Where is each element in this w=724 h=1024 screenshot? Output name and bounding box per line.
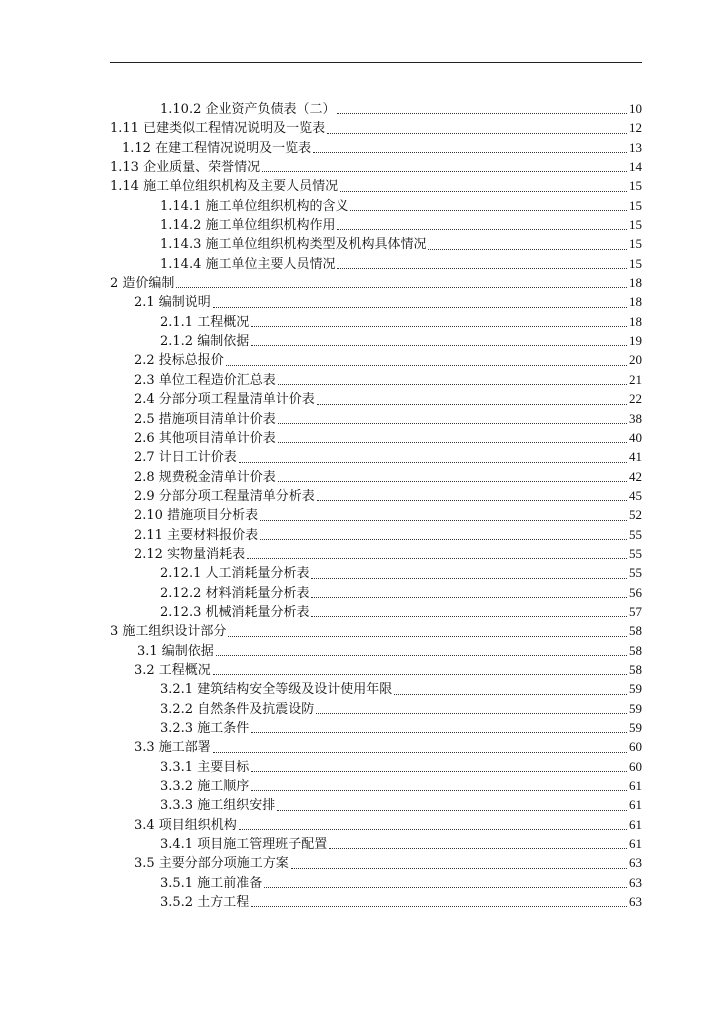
- toc-dot-leader: [291, 867, 627, 869]
- toc-entry[interactable]: [0, 447, 724, 466]
- toc-entry[interactable]: [0, 254, 724, 273]
- toc-entry[interactable]: [0, 602, 724, 621]
- toc-dot-leader: [327, 132, 627, 134]
- toc-entry-title: 2.3 单位工程造价汇总表: [134, 372, 276, 388]
- toc-entry[interactable]: [0, 196, 724, 215]
- toc-entry-title: 2.7 计日工计价表: [134, 450, 237, 466]
- toc-entry[interactable]: [0, 892, 724, 911]
- toc-dot-leader: [277, 809, 627, 811]
- toc-entry-title: 2.10 措施项目分析表: [134, 508, 259, 524]
- toc-dot-leader: [311, 596, 627, 598]
- toc-dot-leader: [350, 209, 627, 211]
- toc-entry-page-number: 22: [629, 391, 642, 407]
- toc-dot-leader: [337, 112, 627, 114]
- toc-entry-title: 1.10.2 企业资产负债表（二）: [160, 102, 336, 117]
- toc-entry-title: 1.12 在建工程情况说明及一览表: [122, 140, 312, 156]
- toc-entry-title: 3.5 主要分部分项施工方案: [134, 856, 289, 872]
- toc-entry[interactable]: [0, 486, 724, 505]
- toc-entry-page-number: 55: [629, 565, 642, 581]
- toc-dot-leader: [213, 306, 627, 308]
- toc-entry[interactable]: [0, 409, 724, 428]
- toc-entry-page-number: 20: [629, 352, 642, 368]
- toc-entry-page-number: 15: [629, 178, 642, 194]
- toc-entry-title: 2 造价编制: [110, 276, 175, 292]
- toc-dot-leader: [278, 480, 627, 482]
- toc-entry[interactable]: [0, 389, 724, 408]
- toc-dot-leader: [278, 383, 627, 385]
- toc-dot-leader: [278, 441, 627, 443]
- toc-entry-title: 2.12.3 机械消耗量分析表: [160, 604, 310, 620]
- header-rule: [110, 62, 642, 63]
- toc-dot-leader: [239, 828, 627, 830]
- toc-entry-title: 3.3.2 施工顺序: [160, 779, 250, 795]
- toc-dot-leader: [226, 364, 627, 366]
- toc-entry-title: 2.11 主要材料报价表: [134, 527, 259, 543]
- toc-entry-page-number: 61: [629, 797, 642, 813]
- toc-entry[interactable]: [0, 118, 724, 137]
- toc-entry-title: 1.11 已建类似工程情况说明及一览表: [110, 121, 326, 137]
- toc-entry-page-number: 15: [629, 217, 642, 233]
- toc-dot-leader: [313, 151, 627, 153]
- toc-dot-leader: [337, 267, 627, 269]
- toc-entry-title: 3.1 编制依据: [137, 643, 214, 659]
- toc-entry-title: 3.2.2 自然条件及抗震设防: [160, 701, 315, 717]
- toc-dot-leader: [264, 886, 627, 888]
- toc-entry[interactable]: [0, 795, 724, 814]
- toc-dot-leader: [213, 673, 627, 675]
- toc-entry-page-number: 41: [629, 449, 642, 465]
- toc-dot-leader: [251, 325, 627, 327]
- toc-entry-title: 3.4 项目组织机构: [134, 817, 237, 833]
- toc-entry[interactable]: [0, 331, 724, 350]
- toc-entry-title: 2.1.1 工程概况: [160, 314, 250, 330]
- toc-entry-title: 2.12.1 人工消耗量分析表: [160, 566, 310, 582]
- toc-entry-page-number: 59: [629, 700, 642, 716]
- toc-entry-page-number: 52: [629, 507, 642, 523]
- toc-dot-leader: [311, 615, 627, 617]
- toc-entry-page-number: 15: [629, 236, 642, 252]
- toc-dot-leader: [213, 751, 627, 753]
- toc-dot-leader: [394, 693, 627, 695]
- toc-entry[interactable]: [0, 99, 724, 118]
- toc-entry-page-number: 63: [629, 894, 642, 910]
- toc-dot-leader: [251, 789, 627, 791]
- toc-entry-page-number: 15: [629, 255, 642, 271]
- toc-entry-page-number: 58: [629, 661, 642, 677]
- toc-entry[interactable]: [0, 234, 724, 253]
- toc-entry-page-number: 59: [629, 720, 642, 735]
- toc-entry[interactable]: [0, 641, 724, 660]
- toc-dot-leader: [329, 847, 627, 849]
- toc-entry-page-number: 58: [629, 623, 642, 639]
- toc-dot-leader: [260, 519, 627, 521]
- toc-entry-page-number: 57: [629, 603, 642, 619]
- toc-entry-page-number: 12: [629, 120, 642, 136]
- toc-entry[interactable]: [0, 138, 724, 157]
- toc-entry-title: 1.14.2 施工单位组织机构作用: [160, 218, 336, 234]
- toc-entry[interactable]: [0, 834, 724, 853]
- toc-entry-page-number: 18: [629, 275, 642, 291]
- toc-entry-title: 3.3.1 主要目标: [160, 759, 250, 775]
- toc-dot-leader: [262, 170, 627, 172]
- toc-entry-title: 1.14 施工单位组织机构及主要人员情况: [110, 179, 339, 195]
- toc-entry[interactable]: [0, 815, 724, 834]
- toc-entry-page-number: 38: [629, 410, 642, 426]
- toc-entry[interactable]: [0, 679, 724, 698]
- toc-entry-title: 1.14.4 施工单位主要人员情况: [160, 256, 336, 272]
- toc-dot-leader: [316, 712, 627, 714]
- toc-dot-leader: [337, 228, 627, 230]
- toc-entry-page-number: 60: [629, 758, 642, 774]
- toc-entry[interactable]: [0, 505, 724, 524]
- toc-dot-leader: [428, 248, 627, 250]
- toc-entry[interactable]: [0, 853, 724, 872]
- toc-entry[interactable]: [0, 660, 724, 679]
- toc-entry-title: 2.4 分部分项工程量清单计价表: [134, 392, 315, 408]
- toc-entry-title: 3.5.2 土方工程: [160, 895, 250, 911]
- table-of-contents: [0, 99, 724, 911]
- toc-entry-title: 2.2 投标总报价: [134, 353, 224, 369]
- toc-entry-title: 3.2 工程概况: [134, 662, 211, 678]
- toc-entry-page-number: 61: [629, 778, 642, 794]
- toc-entry[interactable]: [0, 273, 724, 292]
- toc-entry[interactable]: [0, 699, 724, 718]
- toc-entry-page-number: 19: [629, 333, 642, 349]
- toc-entry[interactable]: [0, 312, 724, 331]
- toc-entry-title: 3 施工组织设计部分: [110, 624, 227, 640]
- toc-entry-title: 2.1 编制说明: [134, 295, 211, 311]
- toc-dot-leader: [247, 557, 627, 559]
- toc-entry-title: 2.12 实物量消耗表: [134, 546, 246, 562]
- toc-entry-page-number: 15: [629, 197, 642, 213]
- toc-entry-page-number: 42: [629, 468, 642, 484]
- toc-entry[interactable]: [0, 873, 724, 892]
- toc-entry-title: 3.3.3 施工组织安排: [160, 798, 276, 814]
- toc-entry[interactable]: [0, 737, 724, 756]
- toc-entry-page-number: 60: [629, 739, 642, 755]
- toc-entry[interactable]: [0, 525, 724, 544]
- toc-entry-page-number: 18: [629, 313, 642, 329]
- toc-dot-leader: [260, 538, 627, 540]
- toc-entry-title: 2.9 分部分项工程量清单分析表: [134, 488, 315, 504]
- toc-dot-leader: [239, 461, 627, 463]
- toc-entry-page-number: 63: [629, 855, 642, 871]
- toc-entry[interactable]: [0, 428, 724, 447]
- toc-entry[interactable]: [0, 370, 724, 389]
- toc-entry-page-number: 10: [629, 101, 642, 116]
- toc-entry-title: 1.13 企业质量、荣誉情况: [110, 160, 261, 176]
- toc-entry-page-number: 45: [629, 487, 642, 503]
- toc-entry-page-number: 63: [629, 874, 642, 890]
- toc-entry-page-number: 55: [629, 545, 642, 561]
- toc-entry-page-number: 59: [629, 681, 642, 697]
- toc-entry-page-number: 18: [629, 294, 642, 310]
- toc-entry-page-number: 58: [629, 642, 642, 658]
- toc-dot-leader: [228, 635, 627, 637]
- toc-entry-page-number: 55: [629, 526, 642, 542]
- toc-entry-title: 3.5.1 施工前准备: [160, 875, 263, 891]
- toc-dot-leader: [317, 499, 627, 501]
- toc-entry[interactable]: [0, 350, 724, 369]
- toc-entry-page-number: 21: [629, 371, 642, 387]
- toc-entry[interactable]: [0, 757, 724, 776]
- toc-entry-title: 3.3 施工部署: [134, 740, 211, 756]
- toc-dot-leader: [176, 286, 627, 288]
- toc-entry[interactable]: [0, 776, 724, 795]
- toc-dot-leader: [317, 403, 627, 405]
- toc-entry-page-number: 14: [629, 159, 642, 175]
- toc-entry-page-number: 61: [629, 816, 642, 832]
- toc-entry[interactable]: [0, 544, 724, 563]
- toc-entry-page-number: 13: [629, 139, 642, 155]
- toc-entry[interactable]: [0, 621, 724, 640]
- toc-dot-leader: [340, 190, 627, 192]
- toc-entry-page-number: 56: [629, 584, 642, 600]
- toc-entry-page-number: 61: [629, 836, 642, 852]
- toc-entry[interactable]: [0, 215, 724, 234]
- toc-entry-title: 3.4.1 项目施工管理班子配置: [160, 837, 328, 853]
- toc-entry[interactable]: [0, 157, 724, 176]
- toc-entry-title: 2.1.2 编制依据: [160, 334, 250, 350]
- toc-dot-leader: [278, 422, 627, 424]
- toc-entry[interactable]: [0, 718, 724, 737]
- toc-entry-page-number: 40: [629, 429, 642, 445]
- toc-entry-title: 2.8 规费税金清单计价表: [134, 469, 276, 485]
- toc-dot-leader: [251, 770, 627, 772]
- toc-entry-title: 2.5 措施项目清单计价表: [134, 411, 276, 427]
- toc-dot-leader: [251, 731, 627, 733]
- toc-entry-title: 2.6 其他项目清单计价表: [134, 430, 276, 446]
- toc-dot-leader: [251, 905, 627, 907]
- toc-dot-leader: [251, 344, 627, 346]
- toc-entry-title: 1.14.3 施工单位组织机构类型及机构具体情况: [160, 237, 427, 253]
- toc-entry-title: 3.2.3 施工条件: [160, 721, 250, 736]
- toc-entry[interactable]: [0, 563, 724, 582]
- toc-dot-leader: [216, 654, 627, 656]
- toc-entry[interactable]: [0, 583, 724, 602]
- toc-entry-title: 3.2.1 建筑结构安全等级及设计使用年限: [160, 682, 393, 698]
- toc-entry-title: 1.14.1 施工单位组织机构的含义: [160, 198, 349, 214]
- toc-entry-title: 2.12.2 材料消耗量分析表: [160, 585, 310, 601]
- toc-entry[interactable]: [0, 467, 724, 486]
- toc-dot-leader: [311, 577, 627, 579]
- toc-entry[interactable]: [0, 176, 724, 195]
- toc-entry[interactable]: [0, 292, 724, 311]
